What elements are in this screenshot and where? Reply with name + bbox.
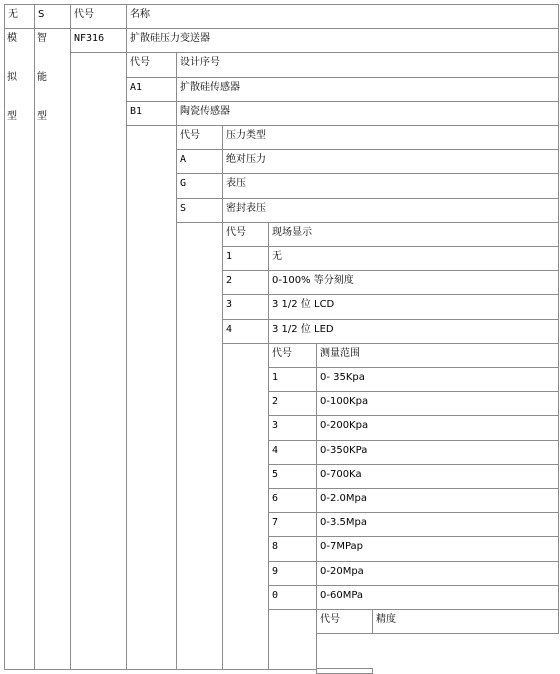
analog-type-char: 拟 [7, 72, 17, 83]
option-code-header: 代号 [126, 52, 177, 78]
option-code: 6 [268, 488, 317, 513]
option-code: A1 [126, 77, 177, 102]
option-name: 0-20Mpa [316, 561, 559, 586]
option-name: 0-100% 等分刻度 [268, 270, 559, 295]
option-code: B1 [126, 101, 177, 126]
option-code: 8 [268, 536, 317, 562]
analog-type-char: 模 [7, 33, 17, 44]
option-name: 0-3.5Mpa [316, 512, 559, 537]
option-name-header: 设计序号 [176, 52, 559, 78]
option-code: 4 [268, 440, 317, 465]
option-code: 1 [268, 367, 317, 392]
option-name-header: 测量范围 [316, 343, 559, 368]
option-name: 0-700Ka [316, 464, 559, 489]
analog-type-char: 型 [7, 111, 17, 122]
option-name: 0-2.0Mpa [316, 488, 559, 513]
option-name: 0-60MPa [316, 585, 559, 610]
option-spacer-column [126, 125, 177, 670]
option-code: 4 [222, 319, 269, 344]
option-code: 5 [268, 464, 317, 489]
option-name-header: 现场显示 [268, 222, 559, 247]
option-name: 3 1/2 位 LCD [268, 294, 559, 320]
left-column-smart [34, 28, 71, 670]
option-code: 3 [268, 415, 317, 441]
smart-type-char: 能 [37, 72, 47, 83]
option-spacer-column [176, 222, 223, 670]
option-name-header: 压力类型 [222, 125, 559, 150]
option-name: 扩散硅传感器 [176, 77, 559, 102]
option-code: 2 [268, 391, 317, 416]
model-code: NF316 [70, 28, 127, 53]
model-name: 扩散硅压力变送器 [126, 28, 559, 53]
option-spacer-column [316, 668, 373, 674]
option-name: 0- 35Kpa [316, 367, 559, 392]
option-code-header: 代号 [176, 125, 223, 150]
option-name: 3 1/2 位 LED [268, 319, 559, 344]
option-code: A [176, 149, 223, 174]
header-col2: S [34, 4, 71, 29]
option-name: 密封表压 [222, 198, 559, 223]
option-name: 陶瓷传感器 [176, 101, 559, 126]
option-code-header: 代号 [268, 343, 317, 368]
option-code-header: 代号 [222, 222, 269, 247]
option-code: S [176, 198, 223, 223]
option-code: 7 [268, 512, 317, 537]
option-code: 0 [268, 585, 317, 610]
option-code: G [176, 173, 223, 199]
option-code: 3 [222, 294, 269, 320]
option-name: 绝对压力 [222, 149, 559, 174]
header-name: 名称 [126, 4, 559, 29]
option-name: 无 [268, 246, 559, 271]
option-name: 0-100Kpa [316, 391, 559, 416]
model-spacer-column [70, 52, 127, 670]
option-name-header: 精度 [372, 609, 559, 634]
header-code: 代号 [70, 4, 127, 29]
option-code: 9 [268, 561, 317, 586]
option-name: 0-350KPa [316, 440, 559, 465]
smart-type-char: 智 [37, 33, 47, 44]
option-code: 2 [222, 270, 269, 295]
option-name: 0-200Kpa [316, 415, 559, 441]
option-name: 0-7MPap [316, 536, 559, 562]
option-code-header: 代号 [316, 609, 373, 634]
header-col1: 无 [4, 4, 35, 29]
smart-type-char: 型 [37, 111, 47, 122]
option-name: 表压 [222, 173, 559, 199]
left-column-analog [4, 28, 35, 670]
option-spacer-column [222, 343, 269, 670]
option-spacer-column [268, 609, 317, 670]
option-code: 1 [222, 246, 269, 271]
